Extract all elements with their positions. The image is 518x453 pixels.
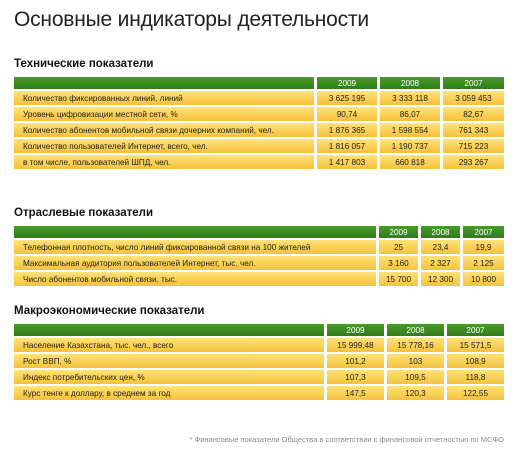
row-label: Количество абонентов мобильной связи дочерних компаний, чел. (14, 121, 314, 137)
year-header: 2007 (444, 324, 504, 336)
cell-value: 23,4 (418, 238, 460, 254)
cell-value: 761 343 (440, 121, 504, 137)
year-header: 2009 (376, 226, 418, 238)
header-blank (14, 324, 324, 336)
row-label: Уровень цифровизации местной сети, % (14, 105, 314, 121)
table-row (14, 105, 504, 121)
cell-value: 3 625 195 (314, 89, 377, 105)
row-label: Количество пользователей Интернет, всего, чел. (14, 137, 314, 153)
cell-value: 101,2 (324, 352, 384, 368)
cell-value: 25 (376, 238, 418, 254)
header-blank (14, 226, 376, 238)
row-label: Максимальная аудитория пользователей Интернет, тыс. чел. (14, 254, 376, 270)
macro-table (14, 324, 504, 400)
footnote: * Финансовые показатели Общества в соответствии с финансовой отчетностью по МСФО (189, 435, 504, 444)
table-header-row (14, 77, 504, 89)
cell-value: 1 190 737 (377, 137, 440, 153)
table-row (14, 121, 504, 137)
cell-value: 19,9 (460, 238, 504, 254)
cell-value: 147,5 (324, 384, 384, 400)
technical-section-title: Технические показатели (14, 58, 154, 70)
cell-value: 15 700 (376, 270, 418, 286)
table-row (14, 352, 504, 368)
technical-table (14, 77, 504, 169)
cell-value: 660 818 (377, 153, 440, 169)
row-label: Количество фиксированных линий, линий (14, 89, 314, 105)
year-header: 2008 (377, 77, 440, 89)
row-label: Телефонная плотность, число линий фиксированной связи на 100 жителей (14, 238, 376, 254)
year-header: 2008 (418, 226, 460, 238)
table-row (14, 89, 504, 105)
cell-value: 293 267 (440, 153, 504, 169)
cell-value: 1 598 554 (377, 121, 440, 137)
row-label: Население Казахстана, тыс. чел., всего (14, 336, 324, 352)
table-row (14, 384, 504, 400)
cell-value: 90,74 (314, 105, 377, 121)
cell-value: 107,3 (324, 368, 384, 384)
cell-value: 1 816 057 (314, 137, 377, 153)
cell-value: 15 999,48 (324, 336, 384, 352)
page-title: Основные индикаторы деятельности (14, 8, 369, 31)
year-header: 2009 (324, 324, 384, 336)
industry-table (14, 226, 504, 286)
row-label: Курс тенге к доллару, в среднем за год (14, 384, 324, 400)
cell-value: 3 333 118 (377, 89, 440, 105)
cell-value: 109,5 (384, 368, 444, 384)
year-header: 2007 (440, 77, 504, 89)
cell-value: 3 059 453 (440, 89, 504, 105)
table-row (14, 368, 504, 384)
row-label: в том числе, пользователей ШПД, чел. (14, 153, 314, 169)
cell-value: 2 125 (460, 254, 504, 270)
cell-value: 103 (384, 352, 444, 368)
cell-value: 12 300 (418, 270, 460, 286)
year-header: 2008 (384, 324, 444, 336)
cell-value: 10 800 (460, 270, 504, 286)
cell-value: 715 223 (440, 137, 504, 153)
row-label: Число абонентов мобильной связи, тыс. (14, 270, 376, 286)
table-row (14, 336, 504, 352)
table-row (14, 254, 504, 270)
cell-value: 3 160 (376, 254, 418, 270)
header-blank (14, 77, 314, 89)
cell-value: 15 571,5 (444, 336, 504, 352)
industry-section-title: Отраслевые показатели (14, 207, 154, 219)
table-row (14, 153, 504, 169)
cell-value: 118,8 (444, 368, 504, 384)
table-row (14, 238, 504, 254)
cell-value: 1 876 365 (314, 121, 377, 137)
cell-value: 120,3 (384, 384, 444, 400)
year-header: 2009 (314, 77, 377, 89)
cell-value: 1 417 803 (314, 153, 377, 169)
cell-value: 122,55 (444, 384, 504, 400)
table-header-row (14, 324, 504, 336)
year-header: 2007 (460, 226, 504, 238)
table-row (14, 137, 504, 153)
cell-value: 108,9 (444, 352, 504, 368)
macro-section-title: Макроэкономические показатели (14, 305, 205, 317)
row-label: Рост ВВП, % (14, 352, 324, 368)
cell-value: 15 778,16 (384, 336, 444, 352)
cell-value: 86,07 (377, 105, 440, 121)
row-label: Индекс потребительских цен, % (14, 368, 324, 384)
cell-value: 2 327 (418, 254, 460, 270)
table-row (14, 270, 504, 286)
cell-value: 82,67 (440, 105, 504, 121)
table-header-row (14, 226, 504, 238)
